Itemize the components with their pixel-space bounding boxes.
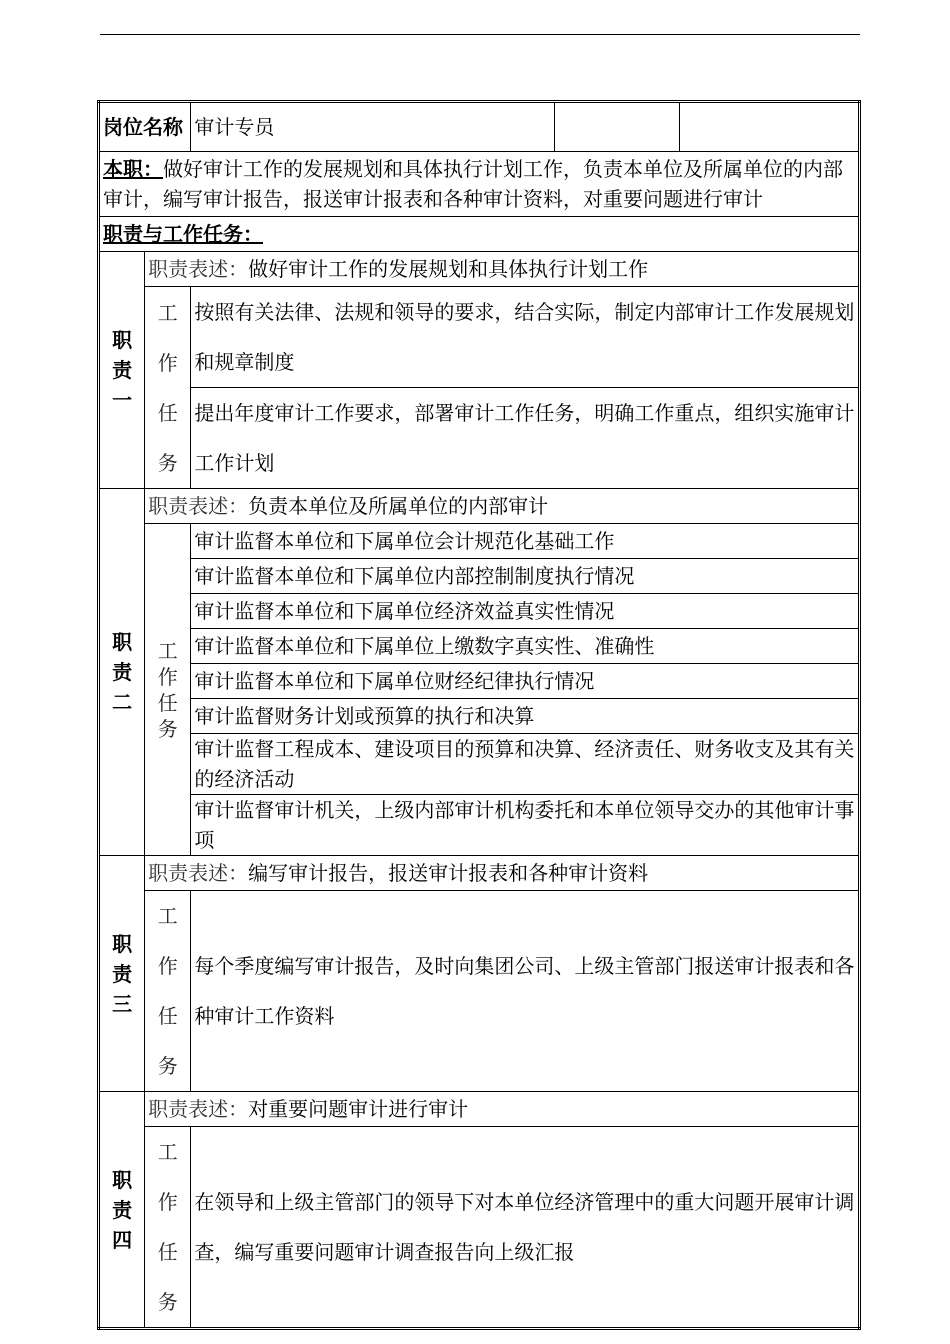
task-label: 工 作 任 务 <box>145 524 191 856</box>
task-row <box>99 629 860 664</box>
task-item: 按照有关法律、法规和领导的要求，结合实际，制定内部审计工作发展规划和规章制度 <box>191 287 860 388</box>
task-item: 审计监督本单位和下属单位上缴数字真实性、准确性 <box>191 629 860 664</box>
task-row <box>99 699 860 734</box>
task-item: 审计监督本单位和下属单位会计规范化基础工作 <box>191 524 860 559</box>
position-row <box>99 102 860 152</box>
task-item: 审计监督本单位和下属单位经济效益真实性情况 <box>191 594 860 629</box>
duty-description: 职责表述：负责本单位及所属单位的内部审计 <box>145 489 860 524</box>
task-row <box>99 891 860 1092</box>
duty-description-row <box>99 489 860 524</box>
position-label: 岗位名称 <box>99 102 191 152</box>
job-description-table <box>97 100 861 1330</box>
task-item: 每个季度编写审计报告，及时向集团公司、上级主管部门报送审计报表和各种审计工作资料 <box>191 891 860 1092</box>
duty-label: 职 责 一 <box>99 252 145 489</box>
empty-cell <box>680 102 860 152</box>
task-row <box>99 1127 860 1329</box>
duty-description-row <box>99 1092 860 1127</box>
duties-title-row <box>99 217 860 252</box>
task-item: 审计监督本单位和下属单位内部控制制度执行情况 <box>191 559 860 594</box>
summary-row <box>99 152 860 217</box>
task-row <box>99 287 860 388</box>
task-label: 工 作 任 务 <box>145 1127 191 1329</box>
duty-description: 职责表述：对重要问题审计进行审计 <box>145 1092 860 1127</box>
empty-cell <box>554 102 679 152</box>
duty-description: 职责表述：编写审计报告，报送审计报表和各种审计资料 <box>145 856 860 891</box>
task-row <box>99 664 860 699</box>
duties-title-cell <box>99 217 860 252</box>
task-row <box>99 524 860 559</box>
task-row <box>99 734 860 795</box>
task-row <box>99 594 860 629</box>
task-item: 审计监督本单位和下属单位财经纪律执行情况 <box>191 664 860 699</box>
task-row <box>99 388 860 489</box>
position-value: 审计专员 <box>191 102 554 152</box>
duty-label: 职 责 三 <box>99 856 145 1092</box>
task-item: 在领导和上级主管部门的领导下对本单位经济管理中的重大问题开展审计调查，编写重要问题审计调查报告向上级汇报 <box>191 1127 860 1329</box>
duty-description: 职责表述：做好审计工作的发展规划和具体执行计划工作 <box>145 252 860 287</box>
task-item: 审计监督审计机关，上级内部审计机构委托和本单位领导交办的其他审计事项 <box>191 795 860 856</box>
task-item: 提出年度审计工作要求，部署审计工作任务，明确工作重点，组织实施审计工作计划 <box>191 388 860 489</box>
task-label: 工 作 任 务 <box>145 287 191 489</box>
summary-text: 做好审计工作的发展规划和具体执行计划工作，负责本单位及所属单位的内部审计，编写审计报告，报送审计报表和各种审计资料，对重要问题进行审计 <box>103 157 843 211</box>
header-rule <box>100 34 860 35</box>
task-item: 审计监督财务计划或预算的执行和决算 <box>191 699 860 734</box>
duty-label: 职 责 四 <box>99 1092 145 1329</box>
summary-label: 本职： <box>103 157 163 181</box>
duties-title: 职责与工作任务： <box>103 222 263 246</box>
task-item: 审计监督工程成本、建设项目的预算和决算、经济责任、财务收支及其有关的经济活动 <box>191 734 860 795</box>
task-label: 工 作 任 务 <box>145 891 191 1092</box>
duty-description-row <box>99 856 860 891</box>
summary-cell <box>99 152 860 217</box>
task-row <box>99 559 860 594</box>
duty-description-row <box>99 252 860 287</box>
duty-label: 职 责 二 <box>99 489 145 856</box>
task-row <box>99 795 860 856</box>
